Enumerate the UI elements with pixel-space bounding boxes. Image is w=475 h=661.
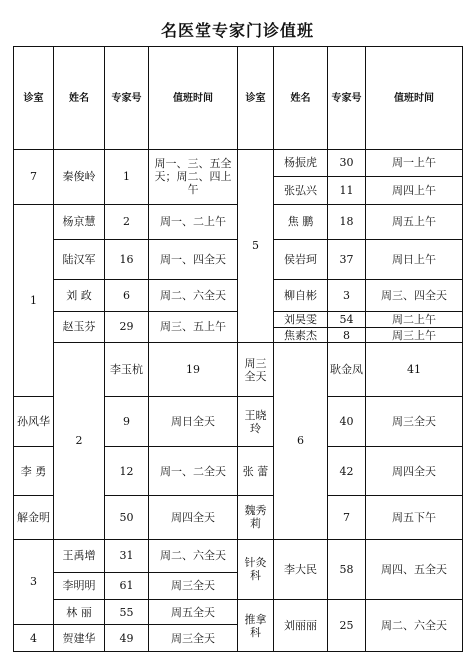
room-cell: 5	[238, 150, 274, 343]
schedule-time: 周四上午	[366, 176, 463, 204]
header-name: 姓名	[274, 47, 328, 150]
expert-no: 19	[149, 342, 238, 397]
room-cell: 7	[14, 150, 54, 205]
doctor-name: 解金明	[14, 496, 54, 539]
doctor-name: 李明明	[54, 572, 105, 600]
doctor-name: 赵玉芬	[54, 311, 105, 342]
schedule-time: 周三全天	[366, 397, 463, 446]
expert-no: 30	[328, 150, 366, 177]
schedule-time: 周四全天	[366, 446, 463, 495]
schedule-time: 周二上午	[366, 311, 463, 327]
expert-no: 37	[328, 239, 366, 279]
expert-no: 3	[328, 279, 366, 311]
schedule-time: 周二、六全天	[149, 539, 238, 572]
table-row	[14, 342, 463, 397]
expert-no: 25	[328, 600, 366, 652]
schedule-time: 周三、五上午	[149, 311, 238, 342]
expert-no: 2	[105, 204, 149, 239]
doctor-name: 李 勇	[14, 446, 54, 495]
expert-no: 31	[105, 539, 149, 572]
doctor-name: 张 蕾	[238, 446, 274, 495]
schedule-time: 周三全天	[149, 572, 238, 600]
schedule-time: 周一、三、五全天；周二、四上午	[149, 150, 238, 205]
room-cell: 1	[14, 204, 54, 397]
doctor-name: 杨京慧	[54, 204, 105, 239]
schedule-time: 周五上午	[366, 204, 463, 239]
doctor-name: 孙风华	[14, 397, 54, 446]
expert-no: 58	[328, 539, 366, 600]
expert-no: 61	[105, 572, 149, 600]
doctor-name: 李玉杭	[105, 342, 149, 397]
header-expert-no: 专家号	[105, 47, 149, 150]
doctor-name: 侯岩珂	[274, 239, 328, 279]
doctor-name: 林 丽	[54, 600, 105, 625]
schedule-time: 周三、四全天	[366, 279, 463, 311]
schedule-time: 周四、五全天	[366, 539, 463, 600]
doctor-name: 刘丽丽	[274, 600, 328, 652]
expert-no: 1	[105, 150, 149, 205]
header-row	[14, 47, 463, 150]
doctor-name: 耿金凤	[328, 342, 366, 397]
header-expert-no: 专家号	[328, 47, 366, 150]
schedule-table	[13, 46, 463, 652]
expert-no: 18	[328, 204, 366, 239]
header-schedule: 值班时间	[149, 47, 238, 150]
doctor-name: 秦俊岭	[54, 150, 105, 205]
schedule-time: 周二、六全天	[149, 279, 238, 311]
header-schedule: 值班时间	[366, 47, 463, 150]
doctor-name: 刘昊雯	[274, 311, 328, 327]
table-row	[14, 150, 463, 177]
expert-no: 49	[105, 625, 149, 652]
expert-no: 12	[105, 446, 149, 495]
doctor-name: 陆汉军	[54, 239, 105, 279]
table-row	[14, 539, 463, 572]
schedule-time: 周三上午	[366, 328, 463, 342]
schedule-time: 周三全天	[149, 625, 238, 652]
expert-no: 42	[328, 446, 366, 495]
room-cell: 3	[14, 539, 54, 625]
schedule-time: 周二、六全天	[366, 600, 463, 652]
expert-no: 9	[105, 397, 149, 446]
room-cell: 4	[14, 625, 54, 652]
schedule-time: 周日全天	[149, 397, 238, 446]
doctor-name: 焦素杰	[274, 328, 328, 342]
doctor-name: 王禹增	[54, 539, 105, 572]
expert-no: 50	[105, 496, 149, 539]
doctor-name: 柳自彬	[274, 279, 328, 311]
expert-no: 55	[105, 600, 149, 625]
schedule-time: 周四全天	[149, 496, 238, 539]
expert-no: 6	[105, 279, 149, 311]
doctor-name: 张弘兴	[274, 176, 328, 204]
schedule-time: 周五全天	[149, 600, 238, 625]
table-row	[14, 600, 463, 625]
department-acupuncture: 针灸科	[238, 539, 274, 600]
room-cell: 2	[54, 342, 105, 539]
expert-no: 8	[328, 328, 366, 342]
schedule-time: 周日上午	[366, 239, 463, 279]
room-cell: 6	[274, 342, 328, 539]
schedule-time: 周一上午	[366, 150, 463, 177]
header-name: 姓名	[54, 47, 105, 150]
doctor-name: 魏秀莉	[238, 496, 274, 539]
schedule-time: 周一、二全天	[149, 446, 238, 495]
doctor-name: 李大民	[274, 539, 328, 600]
expert-no: 40	[328, 397, 366, 446]
department-massage: 推拿科	[238, 600, 274, 652]
expert-no: 7	[328, 496, 366, 539]
schedule-time: 周一、四全天	[149, 239, 238, 279]
doctor-name: 杨振虎	[274, 150, 328, 177]
expert-no: 29	[105, 311, 149, 342]
header-room: 诊室	[14, 47, 54, 150]
doctor-name: 贺建华	[54, 625, 105, 652]
schedule-time: 周五下午	[366, 496, 463, 539]
schedule-time: 周三全天	[238, 342, 274, 397]
doctor-name: 焦 鹏	[274, 204, 328, 239]
expert-no: 41	[366, 342, 463, 397]
schedule-time: 周一、二上午	[149, 204, 238, 239]
header-room: 诊室	[238, 47, 274, 150]
doctor-name: 王晓玲	[238, 397, 274, 446]
expert-no: 11	[328, 176, 366, 204]
expert-no: 16	[105, 239, 149, 279]
page-title: 名医堂专家门诊值班	[160, 21, 314, 40]
expert-no: 54	[328, 311, 366, 327]
doctor-name: 刘 政	[54, 279, 105, 311]
